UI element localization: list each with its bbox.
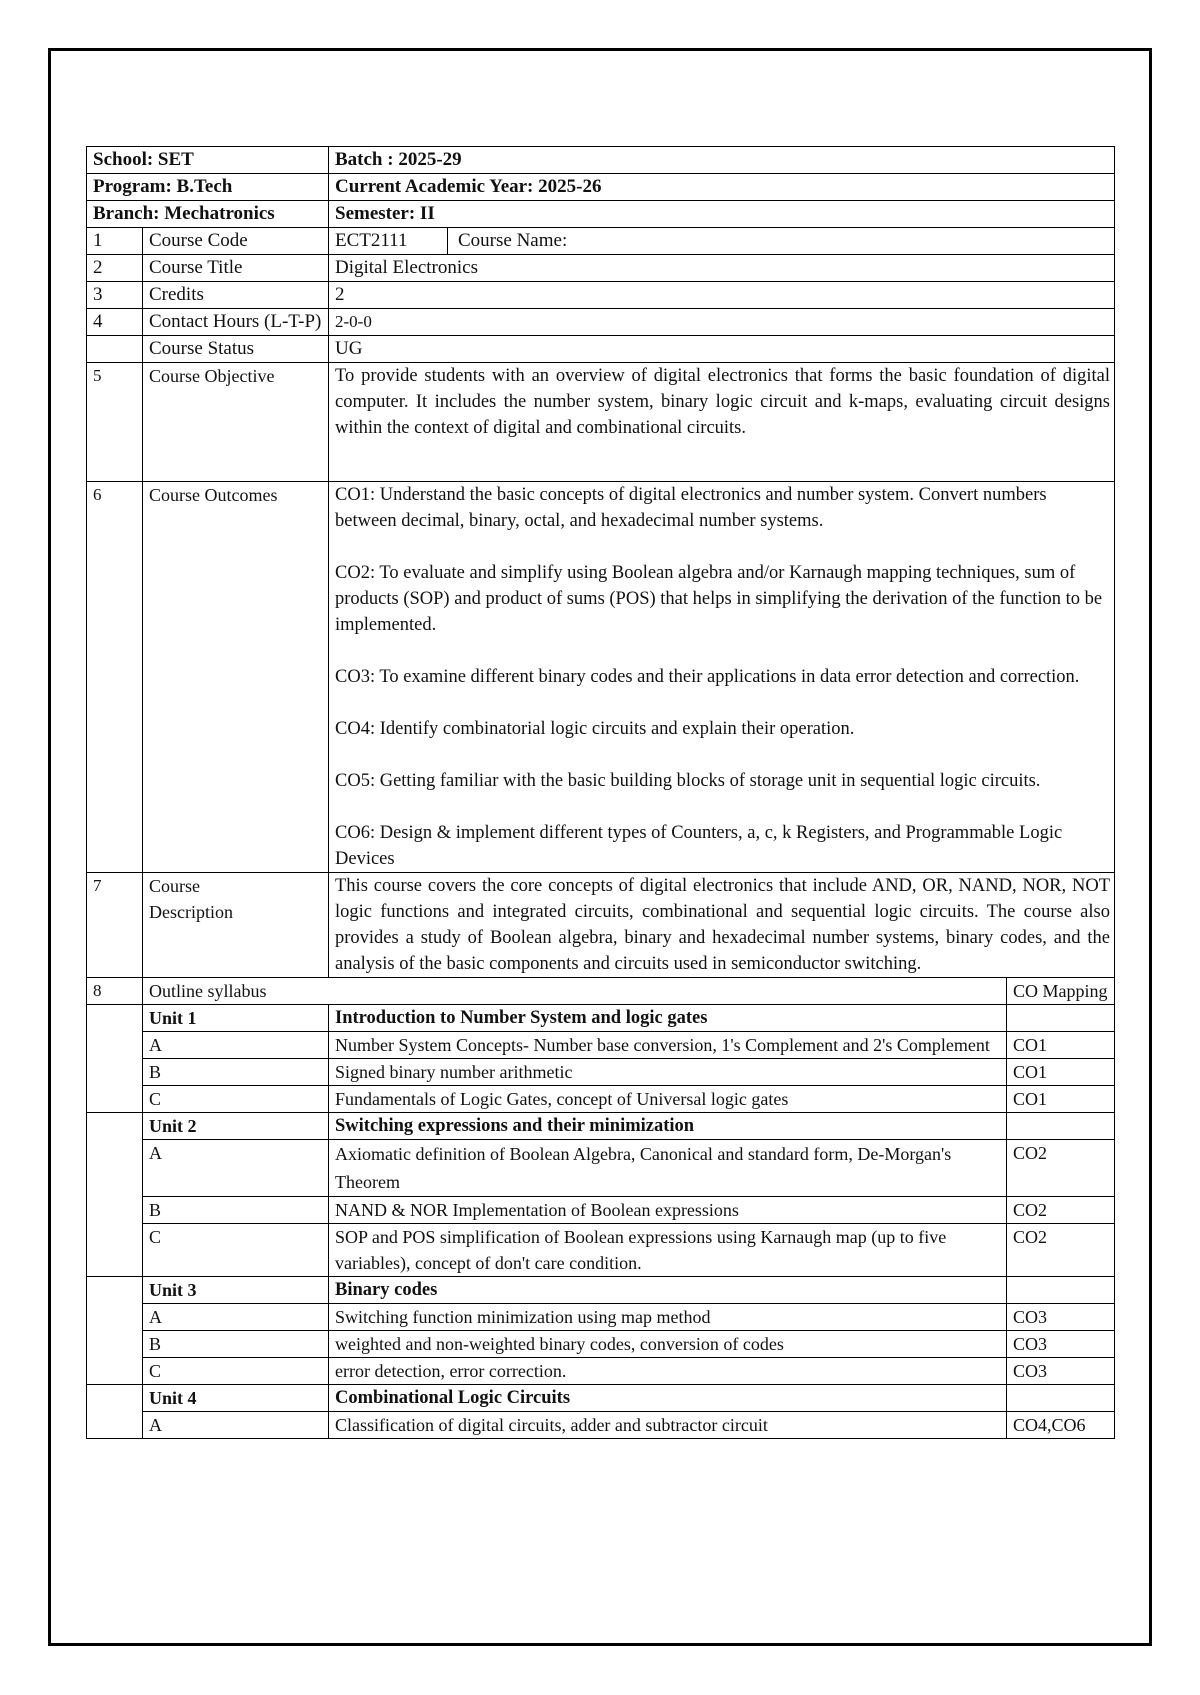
outcome-co6: CO6: Design & implement different types of Counters, a, c, k Registers, and Programmable Logic Devices xyxy=(335,823,1063,869)
row-label: Course Code xyxy=(143,228,329,255)
outcome-co1: CO1: Understand the basic concepts of digital electronics and number system. Convert numbers between decimal, binary, octal, and hexadecimal number systems. xyxy=(335,485,1047,531)
school-cell: School: SET xyxy=(87,147,329,174)
topic-text: SOP and POS simplification of Boolean expressions using Karnaugh map (up to five variables), concept of don't care condition. xyxy=(329,1224,1007,1277)
course-description-value: This course covers the core concepts of digital electronics that include AND, OR, NAND, NOR, NOT logic functions and integrated circuits, combinational and sequential logic circuits. The course also provides a study of Boolean algebra, binary and hexadecimal number systems, binary codes, and the analysis of the basic components and circuits used in semiconductor switching. xyxy=(329,873,1115,978)
row-course-description xyxy=(87,873,1115,978)
unit-name: Unit 3 xyxy=(143,1277,329,1304)
row-course-code xyxy=(87,228,1115,255)
row-label: Contact Hours (L-T-P) xyxy=(143,309,329,336)
topic-row xyxy=(87,1331,1115,1358)
row-number: 3 xyxy=(87,282,143,309)
topic-text: Signed binary number arithmetic xyxy=(329,1059,1007,1086)
course-name-label: Course Name: xyxy=(458,230,568,251)
batch-cell: Batch : 2025-29 xyxy=(329,147,1115,174)
row-course-objective xyxy=(87,363,1115,482)
row-number xyxy=(87,336,143,363)
topic-row xyxy=(87,1358,1115,1385)
topic-letter: B xyxy=(143,1331,329,1358)
course-outcomes-cell xyxy=(329,482,1115,873)
topic-row xyxy=(87,1086,1115,1113)
header-row-program xyxy=(87,174,1115,201)
unit-title: Binary codes xyxy=(329,1277,1007,1304)
row-label: Course Status xyxy=(143,336,329,363)
unit-spacer xyxy=(87,1385,143,1439)
branch-cell: Branch: Mechatronics xyxy=(87,201,329,228)
academic-year-cell: Current Academic Year: 2025-26 xyxy=(329,174,1115,201)
topic-row xyxy=(87,1304,1115,1331)
co-mapping-header: CO Mapping xyxy=(1007,978,1115,1005)
outcome-co2: CO2: To evaluate and simplify using Boolean algebra and/or Karnaugh mapping techniques, sum of products (SOP) and product of sums (POS) that helps in simplifying the derivation of the function to be implemented. xyxy=(335,563,1103,635)
row-number: 2 xyxy=(87,255,143,282)
topic-row xyxy=(87,1059,1115,1086)
topic-co: CO1 xyxy=(1007,1032,1115,1059)
row-course-outcomes xyxy=(87,482,1115,873)
row-credits xyxy=(87,282,1115,309)
course-status-value: UG xyxy=(329,336,1115,363)
row-outline-syllabus xyxy=(87,978,1115,1005)
row-number: 6 xyxy=(87,482,143,873)
topic-text: weighted and non-weighted binary codes, conversion of codes xyxy=(329,1331,1007,1358)
row-number: 8 xyxy=(87,978,143,1005)
topic-letter: B xyxy=(143,1197,329,1224)
row-number: 7 xyxy=(87,873,143,978)
unit-name: Unit 4 xyxy=(143,1385,329,1412)
row-label: Credits xyxy=(143,282,329,309)
outcome-co3: CO3: To examine different binary codes and their applications in data error detection and correction. xyxy=(335,667,1080,687)
topic-letter: C xyxy=(143,1224,329,1277)
topic-row xyxy=(87,1197,1115,1224)
topic-row xyxy=(87,1032,1115,1059)
unit-header-row xyxy=(87,1385,1115,1412)
header-row-school xyxy=(87,147,1115,174)
topic-co: CO2 xyxy=(1007,1224,1115,1277)
topic-co: CO1 xyxy=(1007,1059,1115,1086)
unit-title: Combinational Logic Circuits xyxy=(329,1385,1007,1412)
topic-co: CO3 xyxy=(1007,1331,1115,1358)
topic-text: error detection, error correction. xyxy=(329,1358,1007,1385)
topic-letter: A xyxy=(143,1412,329,1439)
topic-row xyxy=(87,1412,1115,1439)
row-label: Course Objective xyxy=(143,363,329,482)
syllabus-table xyxy=(86,146,1115,1439)
topic-text: Switching function minimization using map method xyxy=(329,1304,1007,1331)
unit-header-row xyxy=(87,1113,1115,1140)
unit-header-row xyxy=(87,1277,1115,1304)
topic-letter: A xyxy=(143,1304,329,1331)
row-number: 4 xyxy=(87,309,143,336)
outcome-co5: CO5: Getting familiar with the basic building blocks of storage unit in sequential logic circuits. xyxy=(335,771,1041,791)
topic-letter: B xyxy=(143,1059,329,1086)
topic-row xyxy=(87,1224,1115,1277)
unit-name: Unit 1 xyxy=(143,1005,329,1032)
topic-co: CO4,CO6 xyxy=(1007,1412,1115,1439)
row-label: Course Title xyxy=(143,255,329,282)
contact-hours-value: 2-0-0 xyxy=(329,309,1115,336)
topic-letter: A xyxy=(143,1032,329,1059)
topic-letter: C xyxy=(143,1086,329,1113)
topic-text: NAND & NOR Implementation of Boolean expressions xyxy=(329,1197,1007,1224)
outcome-co4: CO4: Identify combinatorial logic circuits and explain their operation. xyxy=(335,719,855,739)
course-code-cell xyxy=(329,228,1115,255)
header-row-branch xyxy=(87,201,1115,228)
topic-co: CO3 xyxy=(1007,1304,1115,1331)
unit-name: Unit 2 xyxy=(143,1113,329,1140)
row-number: 1 xyxy=(87,228,143,255)
unit-title: Switching expressions and their minimization xyxy=(329,1113,1007,1140)
row-label: Course Outcomes xyxy=(143,482,329,873)
course-objective-value: To provide students with an overview of digital electronics that forms the basic foundation of digital computer. It includes the number system, binary logic circuit and k-maps, evaluating circuit designs within the context of digital and combinational circuits. xyxy=(329,363,1115,482)
topic-co: CO2 xyxy=(1007,1140,1115,1197)
topic-letter: A xyxy=(143,1140,329,1197)
topic-letter: C xyxy=(143,1358,329,1385)
row-course-status xyxy=(87,336,1115,363)
topic-co: CO2 xyxy=(1007,1197,1115,1224)
unit-spacer xyxy=(87,1113,143,1277)
topic-text: Axiomatic definition of Boolean Algebra, Canonical and standard form, De-Morgan's Theorem xyxy=(329,1140,1007,1197)
topic-text: Number System Concepts- Number base conversion, 1's Complement and 2's Complement xyxy=(329,1032,1007,1059)
topic-text: Fundamentals of Logic Gates, concept of Universal logic gates xyxy=(329,1086,1007,1113)
row-number: 5 xyxy=(87,363,143,482)
course-title-value: Digital Electronics xyxy=(329,255,1115,282)
semester-cell: Semester: II xyxy=(329,201,1115,228)
unit-spacer xyxy=(87,1277,143,1385)
row-course-title xyxy=(87,255,1115,282)
course-code-value: ECT2111 xyxy=(329,228,448,254)
program-cell: Program: B.Tech xyxy=(87,174,329,201)
topic-co: CO1 xyxy=(1007,1086,1115,1113)
row-contact-hours xyxy=(87,309,1115,336)
unit-title: Introduction to Number System and logic gates xyxy=(329,1005,1007,1032)
outline-label: Outline syllabus xyxy=(143,978,1007,1005)
unit-header-row xyxy=(87,1005,1115,1032)
row-label: Course Description xyxy=(143,873,329,978)
unit-spacer xyxy=(87,1005,143,1113)
topic-co: CO3 xyxy=(1007,1358,1115,1385)
topic-text: Classification of digital circuits, adder and subtractor circuit xyxy=(329,1412,1007,1439)
credits-value: 2 xyxy=(329,282,1115,309)
topic-row xyxy=(87,1140,1115,1197)
